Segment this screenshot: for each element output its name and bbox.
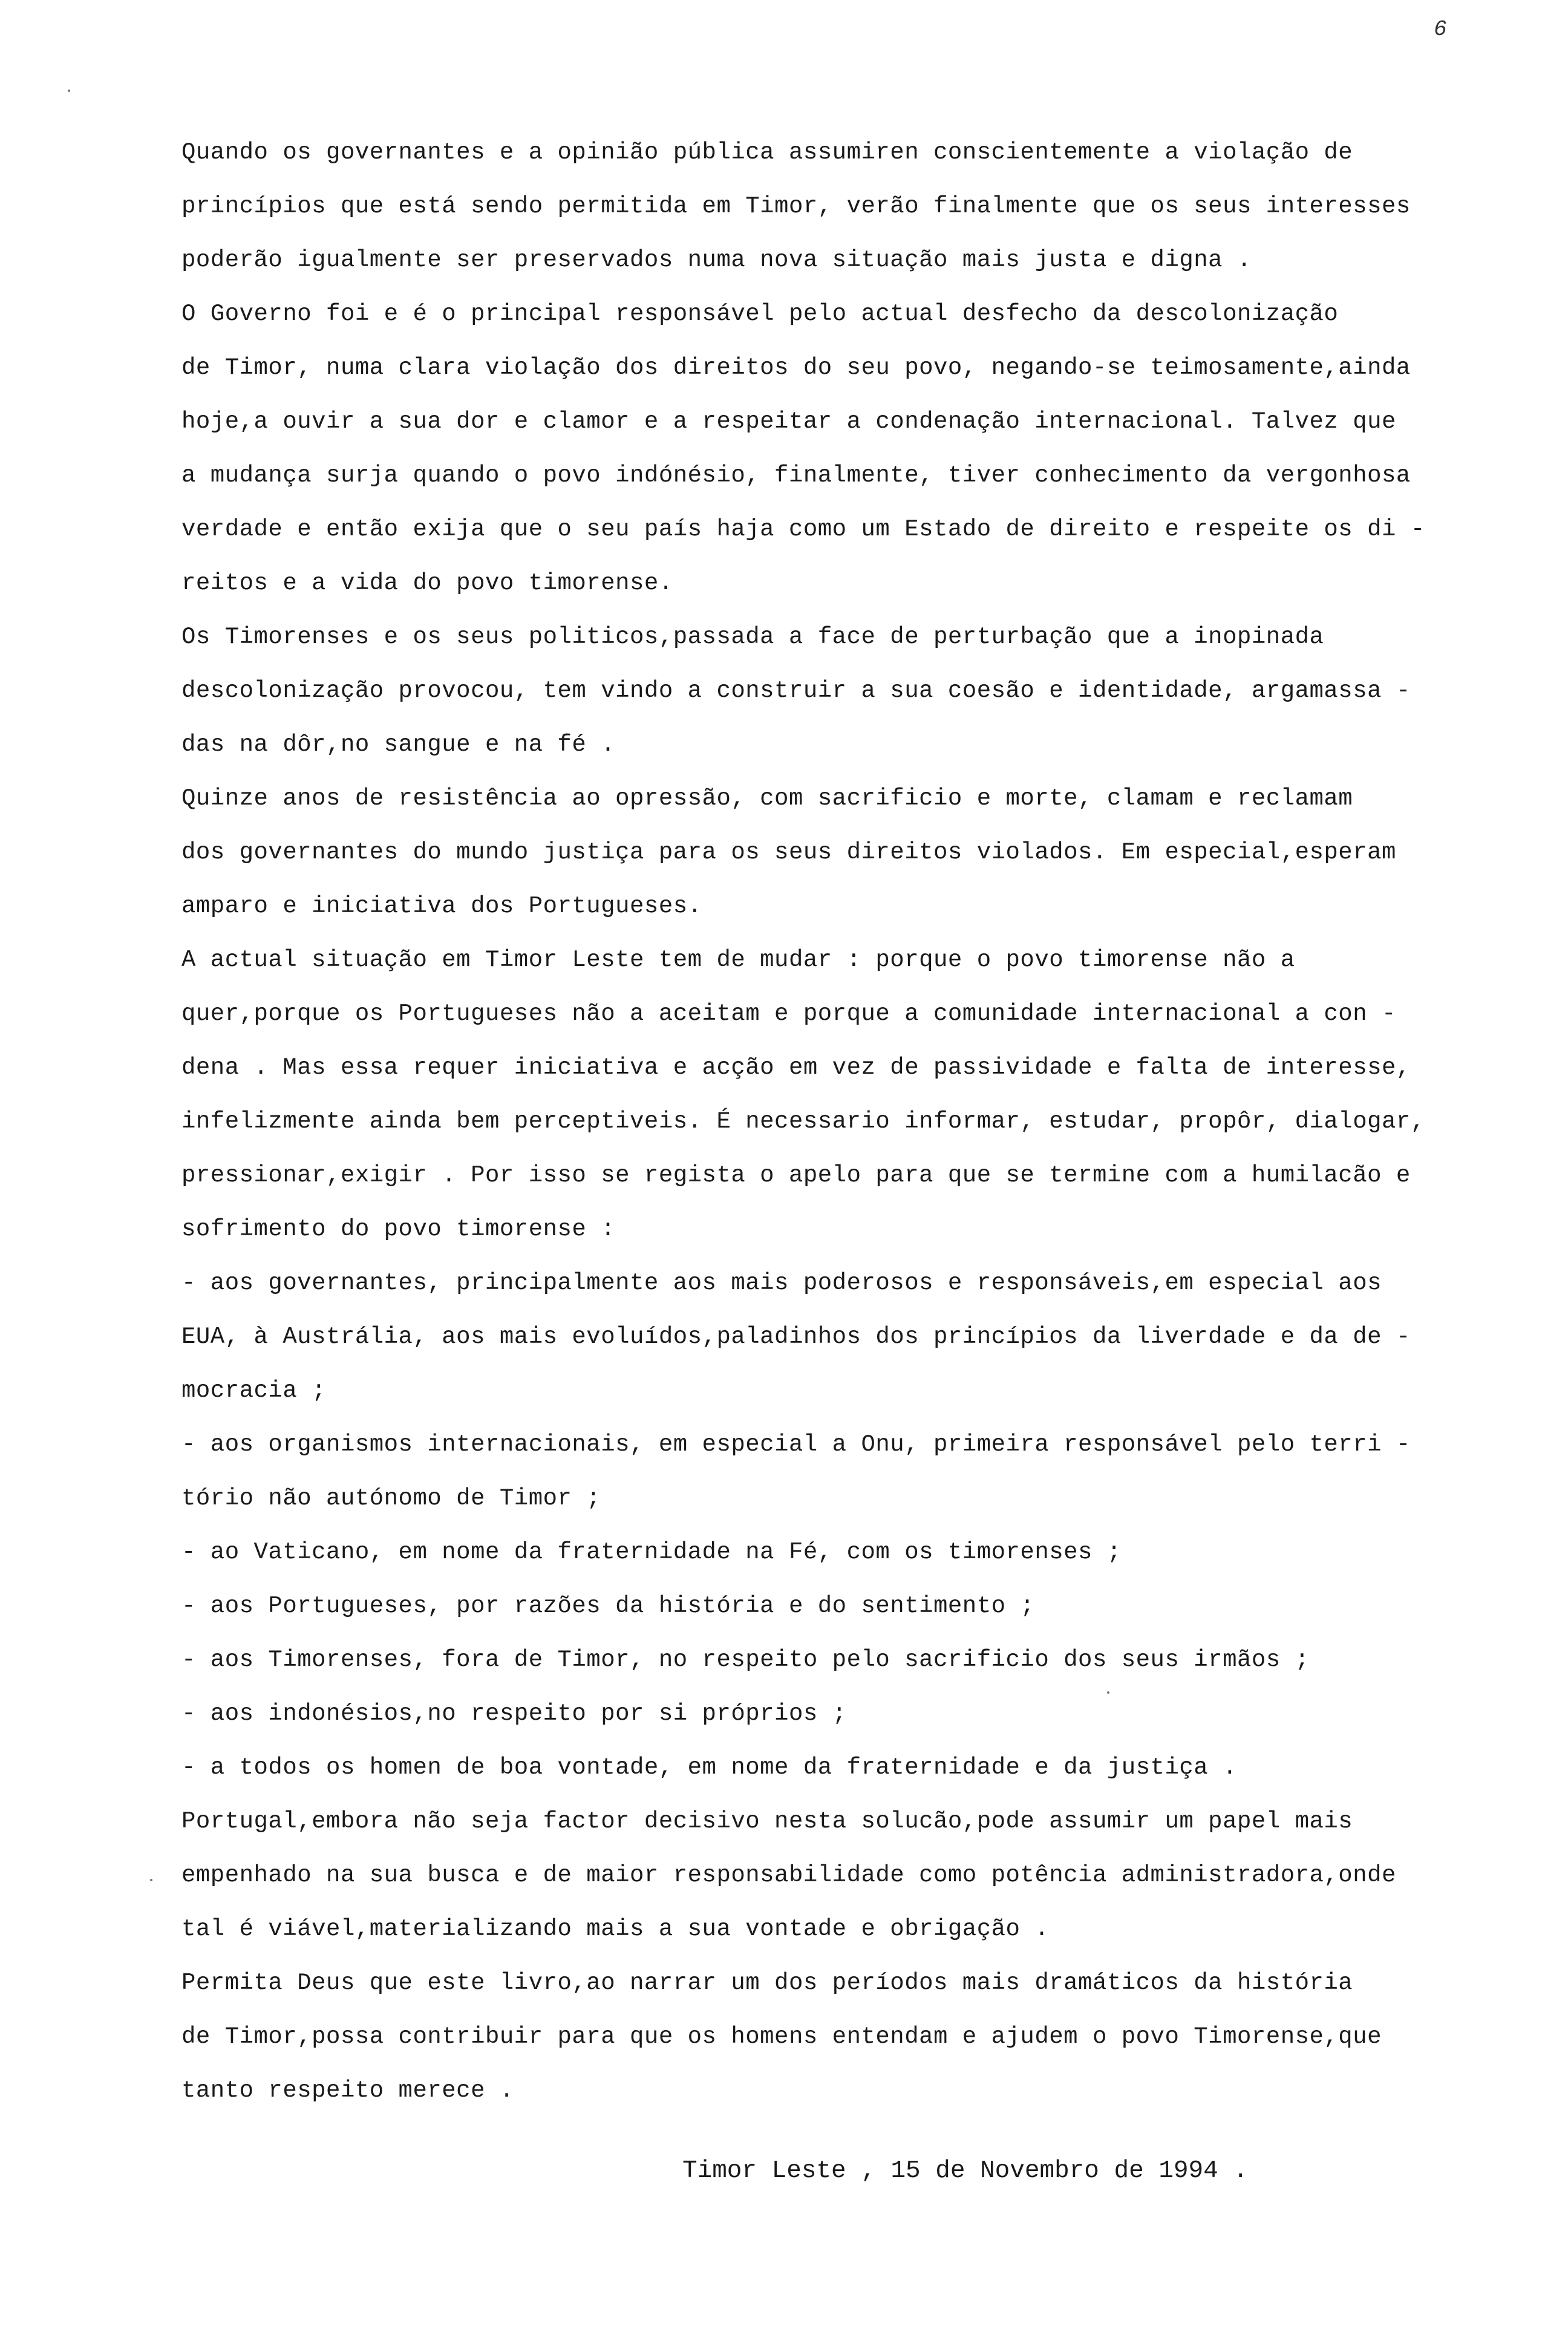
list-item: - aos Portugueses, por razões da história e do sentimento ; (181, 1593, 1035, 1619)
text-line: Quando os governantes e a opinião pública assumiren conscientemente a violação de (181, 139, 1353, 166)
scan-speck (150, 1879, 152, 1881)
text-line: amparo e iniciativa dos Portugueses. (181, 893, 702, 919)
list-item: - aos organismos internacionais, em especial a Onu, primeira responsável pelo terri - (181, 1431, 1411, 1458)
text-line: de Timor, numa clara violação dos direitos do seu povo, negando-se teimosamente,ainda (181, 354, 1411, 381)
text-line: EUA, à Austrália, aos mais evoluídos,paladinhos dos princípios da liverdade e da de - (181, 1324, 1411, 1350)
text-line: a mudança surja quando o povo indónésio, finalmente, tiver conhecimento da vergonhosa (181, 462, 1411, 489)
text-line: Permita Deus que este livro,ao narrar um dos períodos mais dramáticos da história (181, 1970, 1353, 1996)
text-line: verdade e então exija que o seu país haja como um Estado de direito e respeite os di - (181, 516, 1425, 543)
text-line: poderão igualmente ser preservados numa nova situação mais justa e digna . (181, 247, 1252, 273)
scan-speck (1107, 1691, 1109, 1694)
text-line: A actual situação em Timor Leste tem de mudar : porque o povo timorense não a (181, 947, 1295, 973)
text-line: reitos e a vida do povo timorense. (181, 570, 673, 596)
text-line: de Timor,possa contribuir para que os homens entendam e ajudem o povo Timorense,que (181, 2023, 1382, 2050)
text-line: pressionar,exigir . Por isso se regista o apelo para que se termine com a humilacão e (181, 1162, 1411, 1189)
text-line: dos governantes do mundo justiça para os seus direitos violados. Em especial,esperam (181, 839, 1396, 866)
text-line: Quinze anos de resistência ao opressão, com sacrificio e morte, clamam e reclamam (181, 785, 1353, 812)
document-body (181, 126, 1464, 2118)
text-line: Os Timorenses e os seus politicos,passada a face de perturbação que a inopinada (181, 624, 1324, 650)
text-line: dena . Mas essa requer iniciativa e acção em vez de passividade e falta de interesse, (181, 1054, 1411, 1081)
list-item: - aos Timorenses, fora de Timor, no respeito pelo sacrificio dos seus irmãos ; (181, 1647, 1310, 1673)
list-item: - aos governantes, principalmente aos mais poderosos e responsáveis,em especial aos (181, 1270, 1382, 1296)
list-item: - ao Vaticano, em nome da fraternidade na Fé, com os timorenses ; (181, 1539, 1122, 1566)
signature-place-date: Timor Leste , 15 de Novembro de 1994 . (682, 2157, 1248, 2185)
text-line: Portugal,embora não seja factor decisivo nesta solucão,pode assumir um papel mais (181, 1808, 1353, 1835)
page-number: 6 (1434, 17, 1447, 42)
list-item: - a todos os homen de boa vontade, em nome da fraternidade e da justiça . (181, 1754, 1237, 1781)
text-line: O Governo foi e é o principal responsável pelo actual desfecho da descolonização (181, 301, 1339, 327)
scan-speck (68, 90, 70, 92)
text-line: princípios que está sendo permitida em Timor, verão finalmente que os seus interesses (181, 193, 1411, 220)
text-line: tório não autónomo de Timor ; (181, 1485, 601, 1512)
text-line: das na dôr,no sangue e na fé . (181, 731, 616, 758)
text-line: tanto respeito merece . (181, 2077, 514, 2104)
text-line: sofrimento do povo timorense : (181, 1216, 616, 1242)
text-line: mocracia ; (181, 1377, 327, 1404)
text-line: empenhado na sua busca e de maior responsabilidade como potência administradora,onde (181, 1862, 1396, 1889)
text-line: descolonização provocou, tem vindo a construir a sua coesão e identidade, argamassa - (181, 677, 1411, 704)
text-line: infelizmente ainda bem perceptiveis. É necessario informar, estudar, propôr, dialogar, (181, 1108, 1425, 1135)
text-line: quer,porque os Portugueses não a aceitam e porque a comunidade internacional a con - (181, 1001, 1396, 1027)
list-item: - aos indonésios,no respeito por si próprios ; (181, 1700, 847, 1727)
text-line: hoje,a ouvir a sua dor e clamor e a respeitar a condenação internacional. Talvez que (181, 408, 1396, 435)
text-line: tal é viável,materializando mais a sua vontade e obrigação . (181, 1916, 1050, 1942)
